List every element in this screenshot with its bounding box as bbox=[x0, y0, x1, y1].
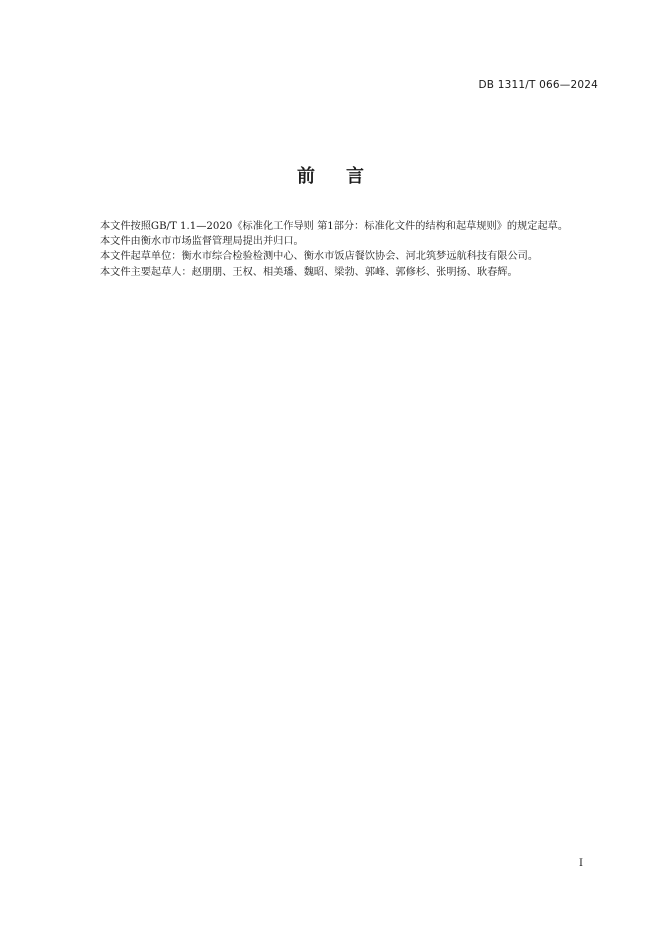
paragraph-drafting-units: 本文件起草单位：衡水市综合检验检测中心、衡水市饭店餐饮协会、河北筑梦远航科技有限公司。 bbox=[100, 251, 539, 263]
page-number: I bbox=[579, 858, 583, 869]
paragraph-drafting-basis: 本文件按照GB/T 1.1—2020《标准化工作导则 第1部分：标准化文件的结构和起草规则》的规定起草。 bbox=[100, 221, 569, 232]
foreword-body bbox=[80, 219, 600, 280]
page-title-char-1: 前 bbox=[297, 166, 316, 187]
document-code: DB 1311/T 066—2024 bbox=[478, 79, 598, 91]
paragraph-proposer: 本文件由衡水市市场监督管理局提出并归口。 bbox=[100, 236, 304, 248]
paragraph-drafters: 本文件主要起草人：赵朋朋、王权、相美璠、魏昭、梁勃、郭峰、郭修杉、张明扬、耿春辉。 bbox=[100, 266, 518, 278]
page-title-char-2: 言 bbox=[346, 166, 365, 187]
page-title bbox=[0, 162, 662, 188]
